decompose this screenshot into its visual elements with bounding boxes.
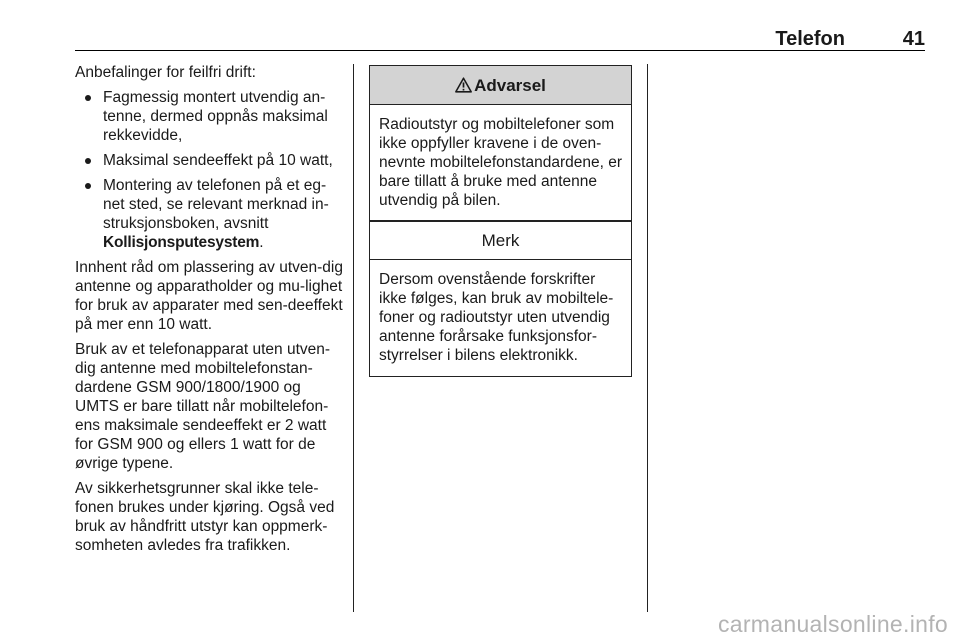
- cross-reference: Kollisjonsputesystem: [103, 234, 260, 251]
- bullet-icon: [85, 95, 91, 101]
- paragraph: Av sikkerhetsgrunner skal ikke tele-fonen brukes under kjøring. Også ved bruk av håndfritt utstyr kan oppmerk-somheten avledes fra trafikken.: [75, 480, 335, 554]
- note-box-header: [370, 221, 631, 260]
- watermark: carmanualsonline.info: [717, 611, 948, 637]
- page-number: 41: [902, 28, 925, 50]
- warning-box-text: Radioutstyr og mobiltelefoner som ikke oppfyller kravene i de oven-nevnte mobiltelefonstandardene, er bare tillatt å bruke med antenne utvendig på bilen.: [379, 116, 622, 209]
- note-box-title: Merk: [481, 230, 520, 250]
- list-item-text: Fagmessig montert utvendig an-tenne, dermed oppnås maksimal rekkevidde,: [103, 89, 328, 144]
- section-title: Telefon: [775, 28, 845, 50]
- list-item-text: Montering av telefonen på et eg-net sted, se relevant merknad in-struksjonsboken, avsnitt: [103, 177, 329, 232]
- list-item: [75, 88, 347, 145]
- warning-triangle-icon: [455, 77, 472, 93]
- warning-box-header: [370, 66, 631, 105]
- list-item: [75, 151, 347, 170]
- warning-box: [369, 65, 632, 222]
- warning-box-title: Advarsel: [474, 75, 546, 95]
- paragraph: Bruk av et telefonapparat uten utven-dig antenne med mobiltelefonstan-dardene GSM 900/1800/1900 og UMTS er bare tillatt når mobiltelefon-ens maksimale sendeeffekt er 2 watt for GSM 900 og ellers 1 watt for de øvrige typene.: [75, 341, 331, 472]
- paragraph: Innhent råd om plassering av utven-dig antenne og apparatholder og mu-lighet for bruk av apparater med sen-deeffekt på mer enn 10 watt.: [75, 259, 343, 333]
- left-column: [75, 63, 347, 561]
- note-box-text: Dersom ovenstående forskrifter ikke følges, kan bruk av mobiltele-foner og radioutstyr uten utvendig antenne forårsake funksjonsfor-styrrelser i bilens elektronikk.: [379, 271, 614, 364]
- note-box: [369, 220, 632, 377]
- column-divider-right: [647, 64, 648, 612]
- reference-suffix: .: [259, 234, 264, 251]
- recommendation-list: [75, 88, 347, 252]
- list-item-text: Maksimal sendeeffekt på 10 watt,: [103, 152, 333, 169]
- page-header: [75, 22, 925, 51]
- list-item: [75, 176, 347, 252]
- bullet-icon: [85, 158, 91, 164]
- intro-text: Anbefalinger for feilfri drift:: [75, 64, 256, 81]
- bullet-icon: [85, 183, 91, 189]
- column-divider-left: [353, 64, 354, 612]
